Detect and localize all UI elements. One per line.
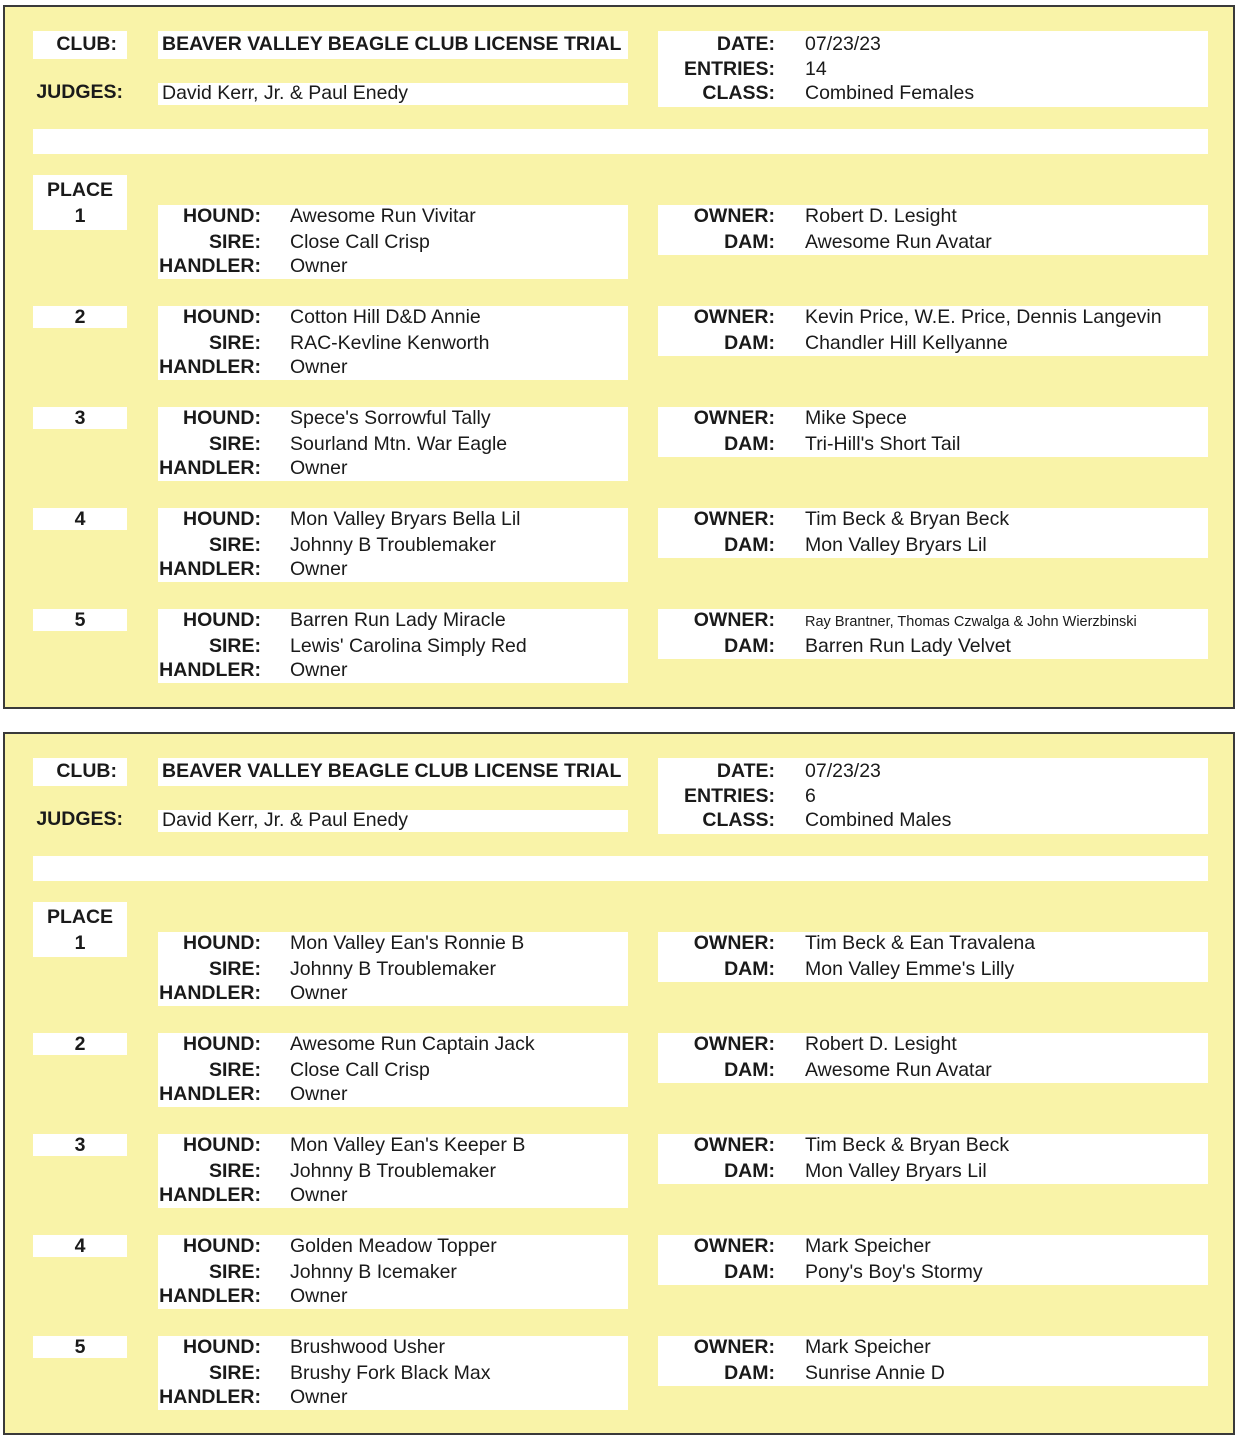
dam-name: Tri-Hill's Short Tail bbox=[805, 433, 961, 455]
judges-label: JUDGES: bbox=[36, 808, 123, 830]
owner-label: OWNER: bbox=[693, 508, 775, 530]
owner-label: OWNER: bbox=[693, 407, 775, 429]
place-number: 5 bbox=[74, 609, 86, 631]
place-number: 1 bbox=[74, 932, 86, 954]
dam-name: Mon Valley Bryars Lil bbox=[805, 1160, 987, 1182]
dam-label: DAM: bbox=[724, 1261, 775, 1283]
owner-label: OWNER: bbox=[693, 1235, 775, 1257]
dam-name: Pony's Boy's Stormy bbox=[805, 1261, 983, 1283]
owner-name: Ray Brantner, Thomas Czwalga & John Wierzbinski bbox=[805, 614, 1137, 630]
date-value: 07/23/23 bbox=[805, 33, 881, 55]
owner-name: Mike Spece bbox=[805, 407, 907, 429]
handler-label: HANDLER: bbox=[159, 1285, 261, 1307]
hound-name: Spece's Sorrowful Tally bbox=[290, 407, 491, 429]
club-label: CLUB: bbox=[56, 760, 117, 782]
owner-name: Kevin Price, W.E. Price, Dennis Langevin bbox=[805, 306, 1162, 328]
hound-label: HOUND: bbox=[183, 932, 261, 954]
sire-name: Close Call Crisp bbox=[290, 231, 430, 253]
owner-name: Mark Speicher bbox=[805, 1235, 931, 1257]
dam-label: DAM: bbox=[724, 1059, 775, 1081]
hound-label: HOUND: bbox=[183, 609, 261, 631]
entries-label: ENTRIES: bbox=[683, 58, 775, 80]
dam-label: DAM: bbox=[724, 635, 775, 657]
handler-value: Owner bbox=[290, 1184, 348, 1206]
place-number: 2 bbox=[74, 1033, 86, 1055]
place-header: PLACE bbox=[46, 906, 114, 928]
hound-name: Mon Valley Bryars Bella Lil bbox=[290, 508, 521, 530]
judges-value: David Kerr, Jr. & Paul Enedy bbox=[162, 82, 409, 104]
handler-value: Owner bbox=[290, 659, 348, 681]
hound-name: Mon Valley Ean's Keeper B bbox=[290, 1134, 526, 1156]
hound-name: Awesome Run Vivitar bbox=[290, 205, 476, 227]
place-number: 5 bbox=[74, 1336, 86, 1358]
dam-label: DAM: bbox=[724, 433, 775, 455]
dam-name: Chandler Hill Kellyanne bbox=[805, 332, 1008, 354]
club-name: BEAVER VALLEY BEAGLE CLUB LICENSE TRIAL bbox=[162, 33, 622, 55]
sire-label: SIRE: bbox=[208, 958, 261, 980]
results-panel-females bbox=[3, 5, 1235, 709]
handler-label: HANDLER: bbox=[159, 982, 261, 1004]
place-number: 4 bbox=[74, 508, 86, 530]
sire-name: Johnny B Troublemaker bbox=[290, 958, 496, 980]
hound-label: HOUND: bbox=[183, 1235, 261, 1257]
sire-label: SIRE: bbox=[208, 433, 261, 455]
dam-label: DAM: bbox=[724, 332, 775, 354]
dam-label: DAM: bbox=[724, 1160, 775, 1182]
handler-label: HANDLER: bbox=[159, 659, 261, 681]
sire-name: Brushy Fork Black Max bbox=[290, 1362, 491, 1384]
date-label: DATE: bbox=[716, 33, 775, 55]
dam-label: DAM: bbox=[724, 231, 775, 253]
owner-name: Tim Beck & Bryan Beck bbox=[805, 1134, 1010, 1156]
hound-name: Golden Meadow Topper bbox=[290, 1235, 497, 1257]
handler-value: Owner bbox=[290, 558, 348, 580]
judges-value: David Kerr, Jr. & Paul Enedy bbox=[162, 809, 409, 831]
dam-name: Awesome Run Avatar bbox=[805, 1059, 992, 1081]
owner-label: OWNER: bbox=[693, 1033, 775, 1055]
hound-label: HOUND: bbox=[183, 205, 261, 227]
owner-name: Mark Speicher bbox=[805, 1336, 931, 1358]
sire-name: Lewis' Carolina Simply Red bbox=[290, 635, 527, 657]
entries-value: 6 bbox=[805, 785, 816, 807]
dam-label: DAM: bbox=[724, 534, 775, 556]
handler-label: HANDLER: bbox=[159, 457, 261, 479]
dam-name: Awesome Run Avatar bbox=[805, 231, 992, 253]
handler-label: HANDLER: bbox=[159, 1184, 261, 1206]
owner-label: OWNER: bbox=[693, 1336, 775, 1358]
place-header: PLACE bbox=[46, 179, 114, 201]
date-label: DATE: bbox=[716, 760, 775, 782]
hound-label: HOUND: bbox=[183, 1336, 261, 1358]
sire-name: Johnny B Troublemaker bbox=[290, 1160, 496, 1182]
owner-name: Robert D. Lesight bbox=[805, 205, 957, 227]
handler-value: Owner bbox=[290, 255, 348, 277]
handler-label: HANDLER: bbox=[159, 558, 261, 580]
handler-label: HANDLER: bbox=[159, 255, 261, 277]
hound-label: HOUND: bbox=[183, 1033, 261, 1055]
date-value: 07/23/23 bbox=[805, 760, 881, 782]
handler-value: Owner bbox=[290, 1386, 348, 1408]
results-panel-males bbox=[3, 732, 1235, 1435]
sire-name: Close Call Crisp bbox=[290, 1059, 430, 1081]
hound-name: Brushwood Usher bbox=[290, 1336, 445, 1358]
owner-label: OWNER: bbox=[693, 1134, 775, 1156]
hound-name: Barren Run Lady Miracle bbox=[290, 609, 506, 631]
owner-label: OWNER: bbox=[693, 306, 775, 328]
handler-label: HANDLER: bbox=[159, 356, 261, 378]
sire-label: SIRE: bbox=[208, 1362, 261, 1384]
owner-label: OWNER: bbox=[693, 609, 775, 631]
judges-label: JUDGES: bbox=[36, 81, 123, 103]
place-number: 3 bbox=[74, 1134, 86, 1156]
sire-label: SIRE: bbox=[208, 1160, 261, 1182]
sire-label: SIRE: bbox=[208, 231, 261, 253]
place-number: 1 bbox=[74, 205, 86, 227]
hound-label: HOUND: bbox=[183, 306, 261, 328]
owner-label: OWNER: bbox=[693, 205, 775, 227]
club-label: CLUB: bbox=[56, 33, 117, 55]
dam-name: Barren Run Lady Velvet bbox=[805, 635, 1011, 657]
handler-label: HANDLER: bbox=[159, 1386, 261, 1408]
place-number: 3 bbox=[74, 407, 86, 429]
sire-name: Sourland Mtn. War Eagle bbox=[290, 433, 508, 455]
place-number: 2 bbox=[74, 306, 86, 328]
sire-label: SIRE: bbox=[208, 635, 261, 657]
owner-name: Tim Beck & Bryan Beck bbox=[805, 508, 1010, 530]
handler-value: Owner bbox=[290, 982, 348, 1004]
sire-label: SIRE: bbox=[208, 1261, 261, 1283]
entries-value: 14 bbox=[805, 58, 827, 80]
owner-name: Robert D. Lesight bbox=[805, 1033, 957, 1055]
hound-name: Awesome Run Captain Jack bbox=[290, 1033, 535, 1055]
hound-label: HOUND: bbox=[183, 508, 261, 530]
dam-name: Mon Valley Emme's Lilly bbox=[805, 958, 1015, 980]
handler-value: Owner bbox=[290, 356, 348, 378]
dam-name: Sunrise Annie D bbox=[805, 1362, 945, 1384]
sire-label: SIRE: bbox=[208, 332, 261, 354]
dam-label: DAM: bbox=[724, 1362, 775, 1384]
class-value: Combined Females bbox=[805, 82, 975, 104]
owner-label: OWNER: bbox=[693, 932, 775, 954]
dam-label: DAM: bbox=[724, 958, 775, 980]
owner-name: Tim Beck & Ean Travalena bbox=[805, 932, 1036, 954]
hound-name: Cotton Hill D&D Annie bbox=[290, 306, 481, 328]
sire-label: SIRE: bbox=[208, 1059, 261, 1081]
class-label: CLASS: bbox=[702, 82, 775, 104]
sire-label: SIRE: bbox=[208, 534, 261, 556]
dam-name: Mon Valley Bryars Lil bbox=[805, 534, 987, 556]
hound-label: HOUND: bbox=[183, 407, 261, 429]
class-value: Combined Males bbox=[805, 809, 952, 831]
class-label: CLASS: bbox=[702, 809, 775, 831]
handler-value: Owner bbox=[290, 1083, 348, 1105]
handler-value: Owner bbox=[290, 457, 348, 479]
hound-name: Mon Valley Ean's Ronnie B bbox=[290, 932, 525, 954]
hound-label: HOUND: bbox=[183, 1134, 261, 1156]
sire-name: Johnny B Troublemaker bbox=[290, 534, 496, 556]
place-number: 4 bbox=[74, 1235, 86, 1257]
club-name: BEAVER VALLEY BEAGLE CLUB LICENSE TRIAL bbox=[162, 760, 622, 782]
sire-name: Johnny B Icemaker bbox=[290, 1261, 457, 1283]
handler-value: Owner bbox=[290, 1285, 348, 1307]
sire-name: RAC-Kevline Kenworth bbox=[290, 332, 490, 354]
entries-label: ENTRIES: bbox=[683, 785, 775, 807]
handler-label: HANDLER: bbox=[159, 1083, 261, 1105]
